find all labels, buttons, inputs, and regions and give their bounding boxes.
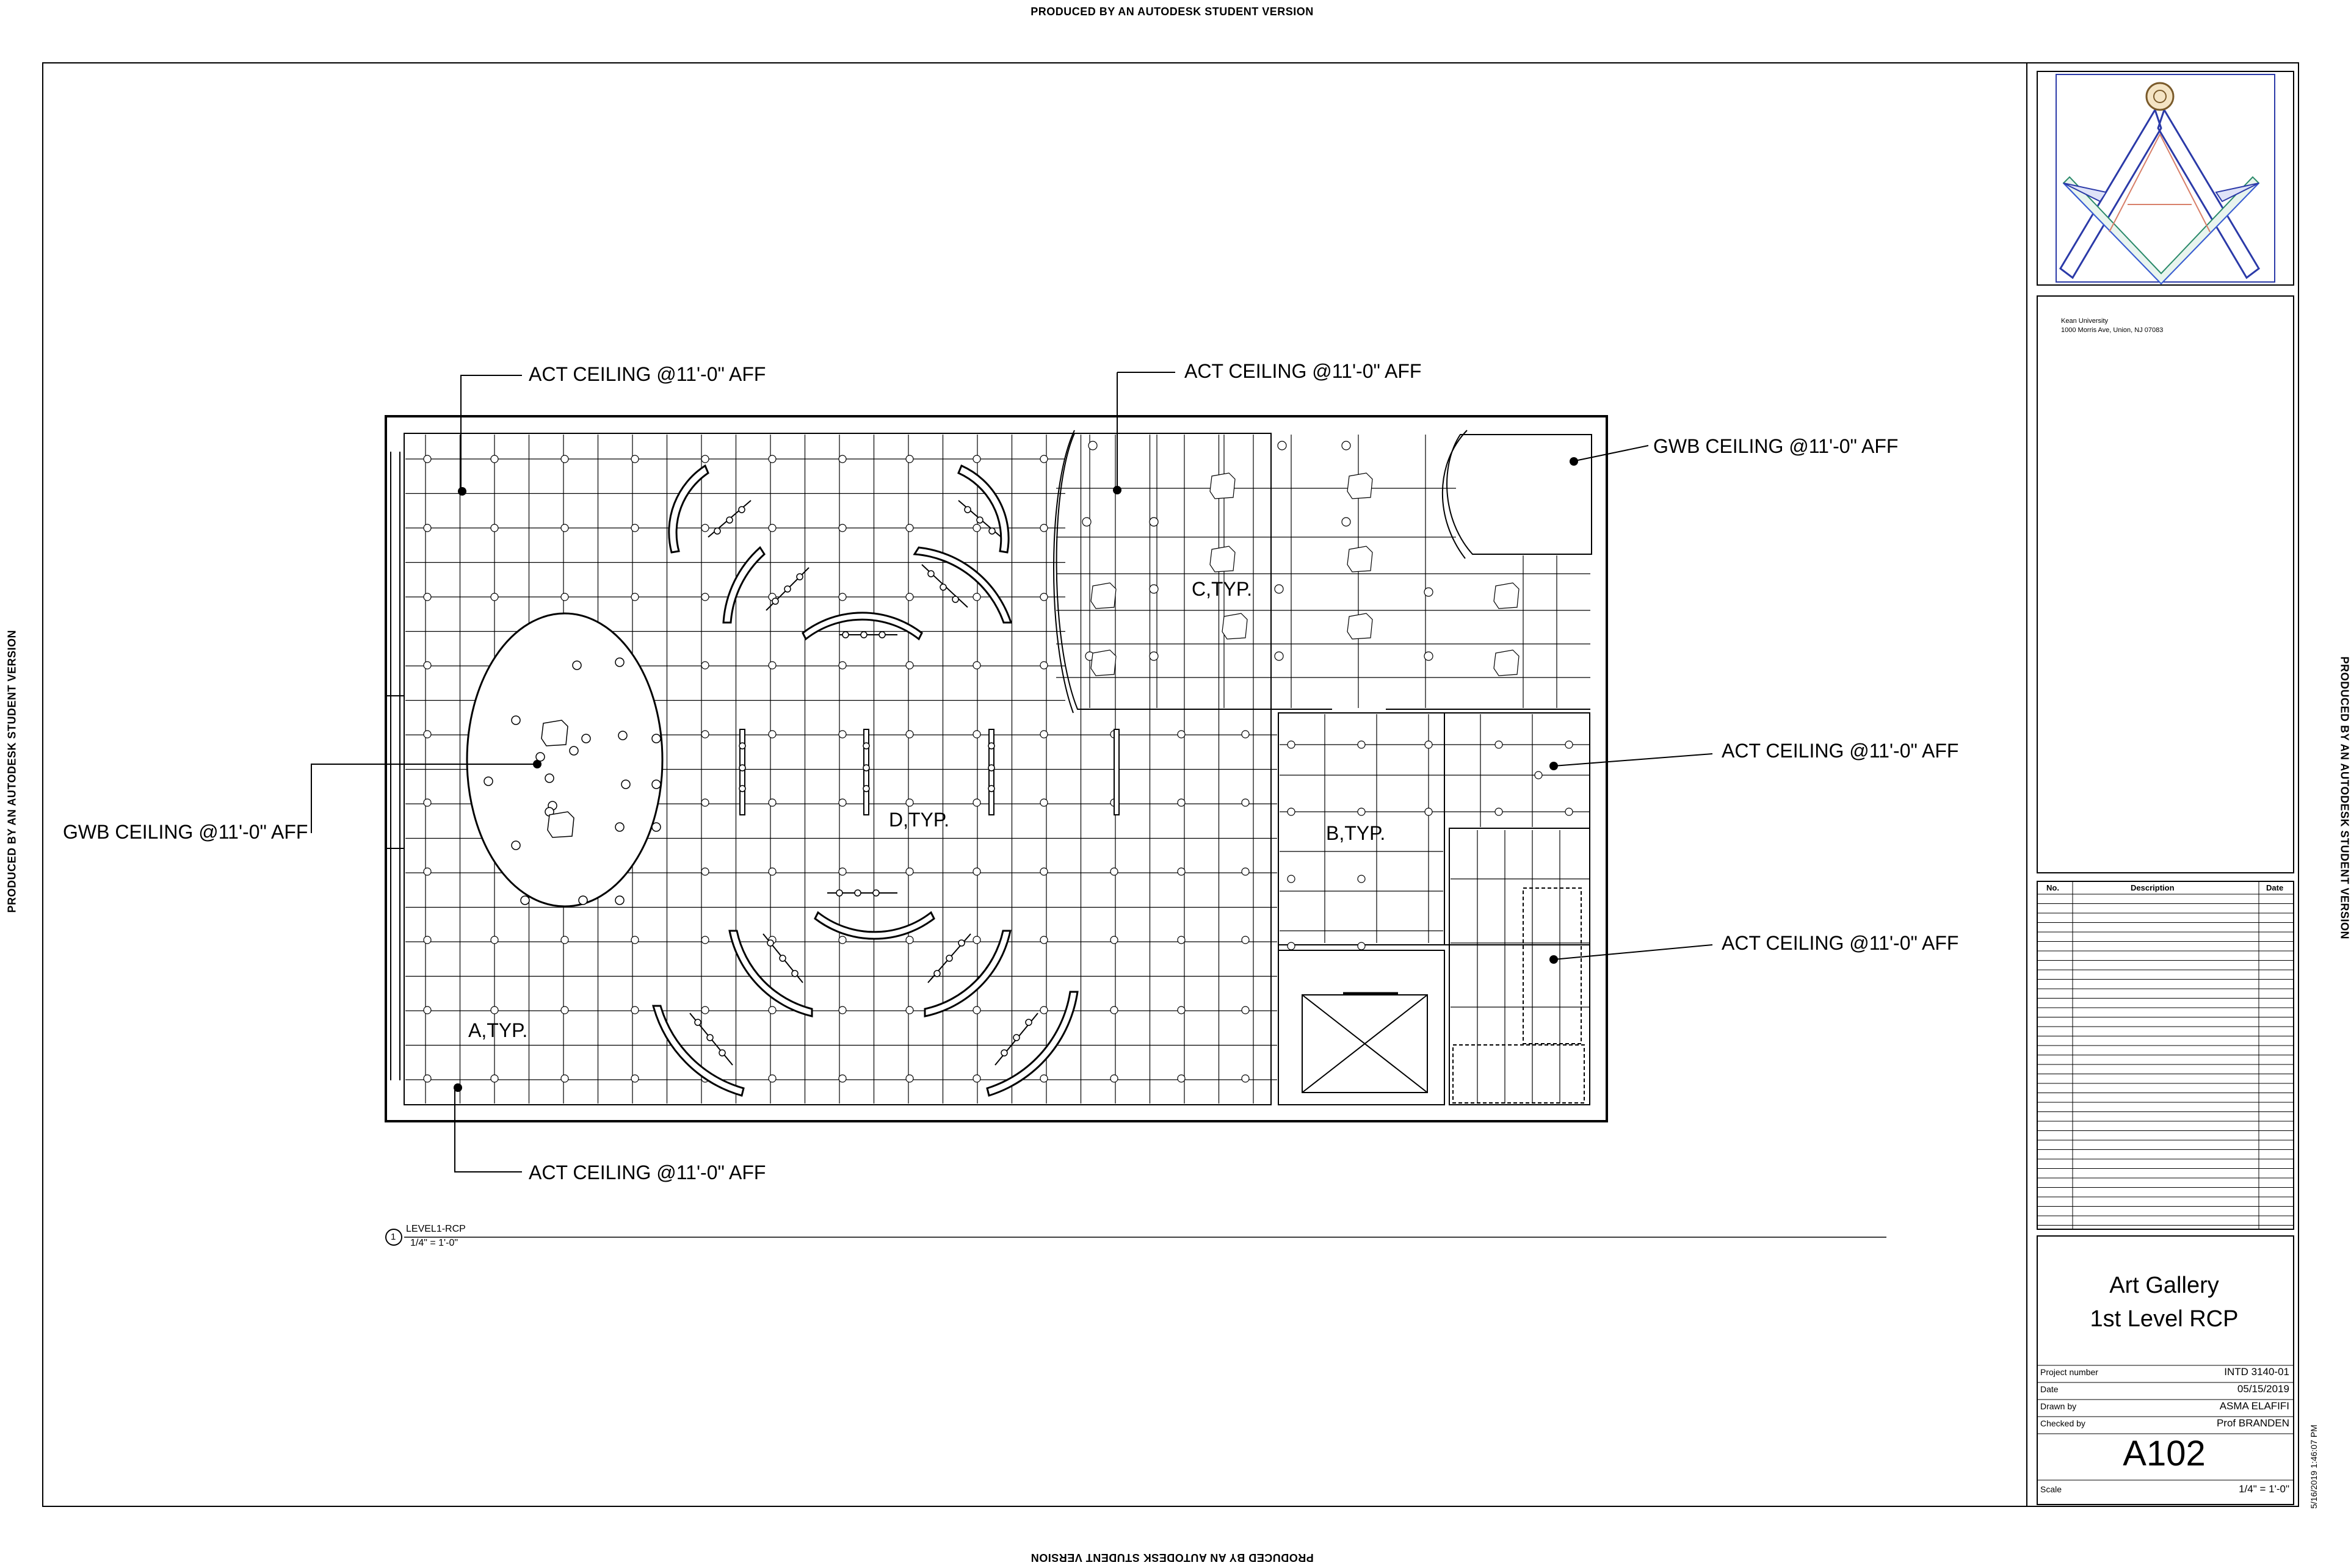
field-value-date: 05/15/2019 [2237, 1383, 2289, 1395]
act-grid-stair-zone [1451, 830, 1589, 1104]
act-grid-zone-c [1056, 435, 1590, 708]
scale-label: Scale [2040, 1484, 2062, 1494]
school-name: Kean University [2061, 317, 2109, 325]
callout-gwb-ceiling-oval: GWB CEILING @11'-0" AFF [63, 821, 308, 843]
zone-tag-d: D,TYP. [889, 809, 949, 831]
zone-tag-c: C,TYP. [1192, 578, 1252, 600]
revision-header-no: No. [2046, 883, 2059, 892]
plot-date-stamp: 5/16/2019 1:46:07 PM [2309, 1425, 2319, 1509]
watermark-top: PRODUCED BY AN AUTODESK STUDENT VERSION [1031, 5, 1314, 18]
zone-tag-a: A,TYP. [468, 1019, 528, 1041]
callout-act-ceiling-top-left: ACT CEILING @11'-0" AFF [529, 363, 766, 385]
field-label-project-number: Project number [2040, 1367, 2098, 1377]
scale-value: 1/4" = 1'-0" [2239, 1483, 2289, 1495]
callout-gwb-ceiling-top-right: GWB CEILING @11'-0" AFF [1653, 435, 1899, 457]
field-value-checked-by: Prof BRANDEN [2216, 1417, 2289, 1429]
school-info-panel [2037, 296, 2294, 873]
callout-act-ceiling-stair: ACT CEILING @11'-0" AFF [1722, 932, 1959, 954]
view-scale: 1/4" = 1'-0" [410, 1238, 458, 1248]
field-value-project-number: INTD 3140-01 [2224, 1366, 2289, 1378]
gwb-oval-ceiling [467, 613, 662, 906]
callout-act-ceiling-bottom-left: ACT CEILING @11'-0" AFF [529, 1162, 766, 1183]
sheet-number: A102 [2123, 1434, 2206, 1473]
field-label-date: Date [2040, 1384, 2059, 1394]
watermark-right: PRODUCED BY AN AUTODESK STUDENT VERSION [2338, 656, 2351, 940]
callout-act-ceiling-zone-b: ACT CEILING @11'-0" AFF [1722, 740, 1959, 762]
watermark-bottom: PRODUCED BY AN AUTODESK STUDENT VERSION [1031, 1552, 1314, 1564]
callout-act-ceiling-top-center: ACT CEILING @11'-0" AFF [1184, 360, 1422, 382]
view-number: 1 [391, 1232, 396, 1242]
field-value-drawn-by: ASMA ELAFIFI [2219, 1400, 2289, 1412]
watermark-left: PRODUCED BY AN AUTODESK STUDENT VERSION [5, 629, 18, 913]
compass-and-square-logo-icon [2056, 74, 2275, 284]
revision-header-date: Date [2266, 883, 2284, 892]
zone-tag-b: B,TYP. [1326, 822, 1386, 844]
revision-table-lines [2037, 894, 2294, 1226]
field-label-checked-by: Checked by [2040, 1418, 2085, 1428]
view-name: LEVEL1-RCP [406, 1224, 466, 1234]
field-label-drawn-by: Drawn by [2040, 1401, 2077, 1411]
school-address: 1000 Morris Ave, Union, NJ 07083 [2061, 327, 2164, 334]
sheet-border [43, 63, 2298, 1506]
project-name: Art Gallery [2109, 1273, 2219, 1298]
revision-header-description: Description [2131, 883, 2175, 892]
sheet-name: 1st Level RCP [2090, 1306, 2239, 1332]
